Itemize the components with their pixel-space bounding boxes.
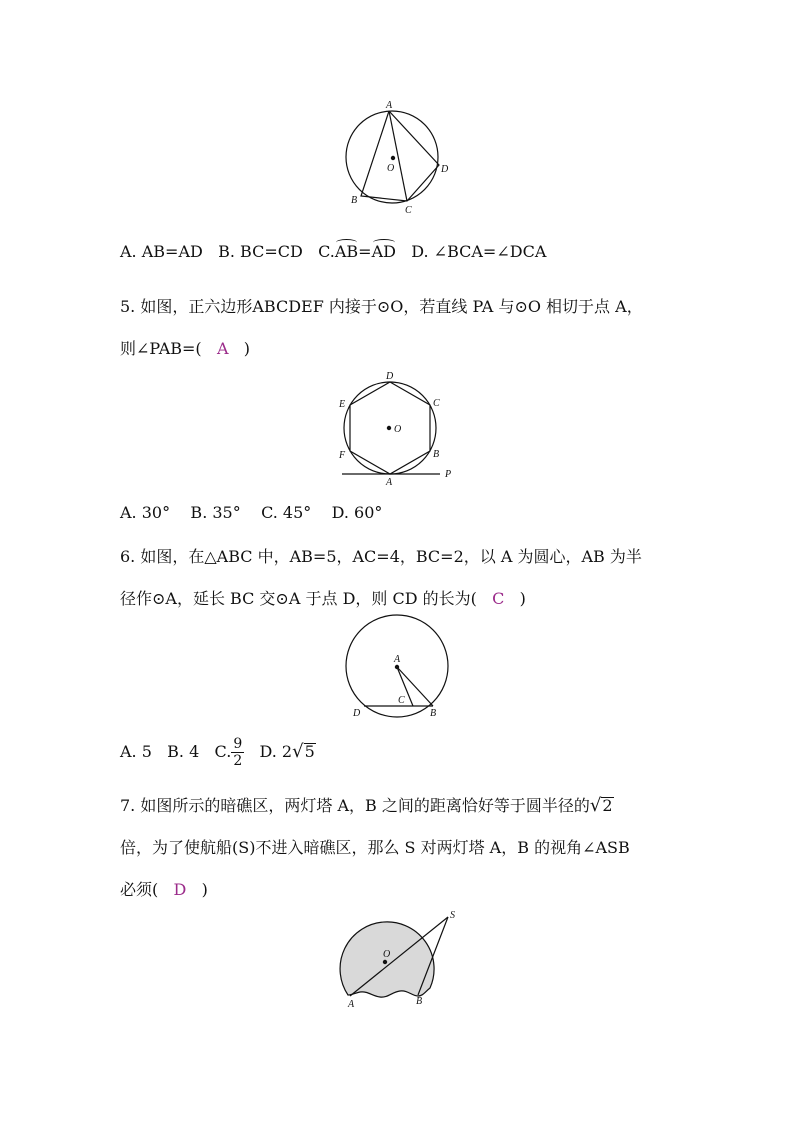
q5-figure [330,367,460,487]
q5-label-c: C [433,398,440,409]
q4-option-b-label: B. [218,242,235,261]
q4-option-a-label: A. [120,242,137,261]
q4-label-a: A [386,100,393,111]
q4-option-b-eq: = [264,242,278,261]
q4-options [120,242,546,261]
q6-label-d: D [353,708,361,719]
q6-stem-line1: 6. 如图，在△ABC 中，AB=5，AC=4，BC=2，以 A 为圆心，AB 为半 [120,547,642,566]
q4-option-a-eq: = [165,242,179,261]
q4-figure [330,95,460,220]
q6-option-c-label: C. [214,742,232,761]
q6-option-d-label: D. 2 [259,742,293,761]
q7-stem-line2: 倍，为了使航船(S)不进入暗礁区，那么 S 对两灯塔 A，B 的视角∠ASB [120,838,630,857]
q4-option-d-text: ∠BCA=∠DCA [433,242,547,261]
q6-label-c: C [398,695,405,706]
q5-label-f: F [339,450,346,461]
q5-stem-after: ) [243,339,251,358]
q4-label-o: O [387,163,395,174]
q4-label-c: C [405,205,412,216]
q6-fraction-numerator: 9 [233,736,243,752]
q6-label-a: A [394,654,401,665]
radical-sign: √ [589,795,602,816]
q6-center-dot [395,665,399,669]
q5-label-e: E [339,399,346,410]
q7-answer: D [173,880,187,899]
q6-label-b: B [430,708,437,719]
q5-label-o: O [394,424,402,435]
q5-label-a: A [386,477,393,487]
q7-label-s: S [450,910,455,921]
q6-options [120,736,316,769]
q4-center-dot [391,156,395,160]
q7-stem-before: 7. 如图所示的暗礁区，两灯塔 A，B 之间的距离恰好等于圆半径的 [120,796,590,815]
q7-label-o: O [383,949,391,960]
q6-option-b: B. 4 [167,742,200,761]
q4-option-b-lhs: BC [240,242,265,261]
q7-figure [330,905,470,1015]
q6-option-c-fraction [231,736,244,769]
q5-options: A. 30° B. 35° C. 45° D. 60° [120,503,383,522]
q7-center-dot [383,960,387,964]
q7-stem-line3 [120,877,208,900]
q5-label-d: D [386,371,394,382]
q5-center-dot [387,426,391,430]
q4-option-a-rhs: AD [178,242,203,261]
q6-fraction-denominator: 2 [233,753,243,769]
q4-option-a-lhs: AB [141,242,166,261]
q4-label-b: B [351,195,358,206]
q5-stem-before: 则∠PAB=( [120,339,202,358]
radical-sign: √ [292,741,304,762]
q4-option-c-eq: = [358,242,372,261]
q4-option-b-rhs: CD [277,242,303,261]
q4-quadrilateral [361,111,439,201]
q7-stem-line1 [120,793,614,816]
q5-stem-line1: 5. 如图，正六边形ABCDEF 内接于⊙O，若直线 PA 与⊙O 相切于点 A， [120,297,643,316]
q6-option-d-radicand: 5 [304,742,315,761]
q5-label-b: B [433,449,440,460]
q4-option-d-label: D. [411,242,429,261]
q5-label-p: P [445,469,452,480]
q7-label-a: A [348,999,355,1010]
q7-stem-after: ) [201,880,208,899]
q6-answer: C [492,589,505,608]
q4-option-c-arc-ad: AD [371,242,396,261]
q4-diagonal-ac [389,111,407,201]
q7-radicand: 2 [602,796,613,815]
q6-stem-after: ) [519,589,526,608]
q7-stem-before: 必须( [120,880,159,899]
q6-option-a: A. 5 [120,742,152,761]
q6-figure [335,610,465,725]
q5-stem-line2 [120,336,250,359]
q6-stem-before: 径作⊙A，延长 BC 交⊙A 于点 D，则 CD 的长为( [120,589,477,608]
q6-stem-line2 [120,586,526,609]
q4-option-c-label: C. [318,242,335,261]
q7-label-b: B [416,996,423,1007]
q5-answer: A [216,339,229,358]
q4-label-d: D [441,164,449,175]
q4-option-c-arc-ab: AB [334,242,359,261]
